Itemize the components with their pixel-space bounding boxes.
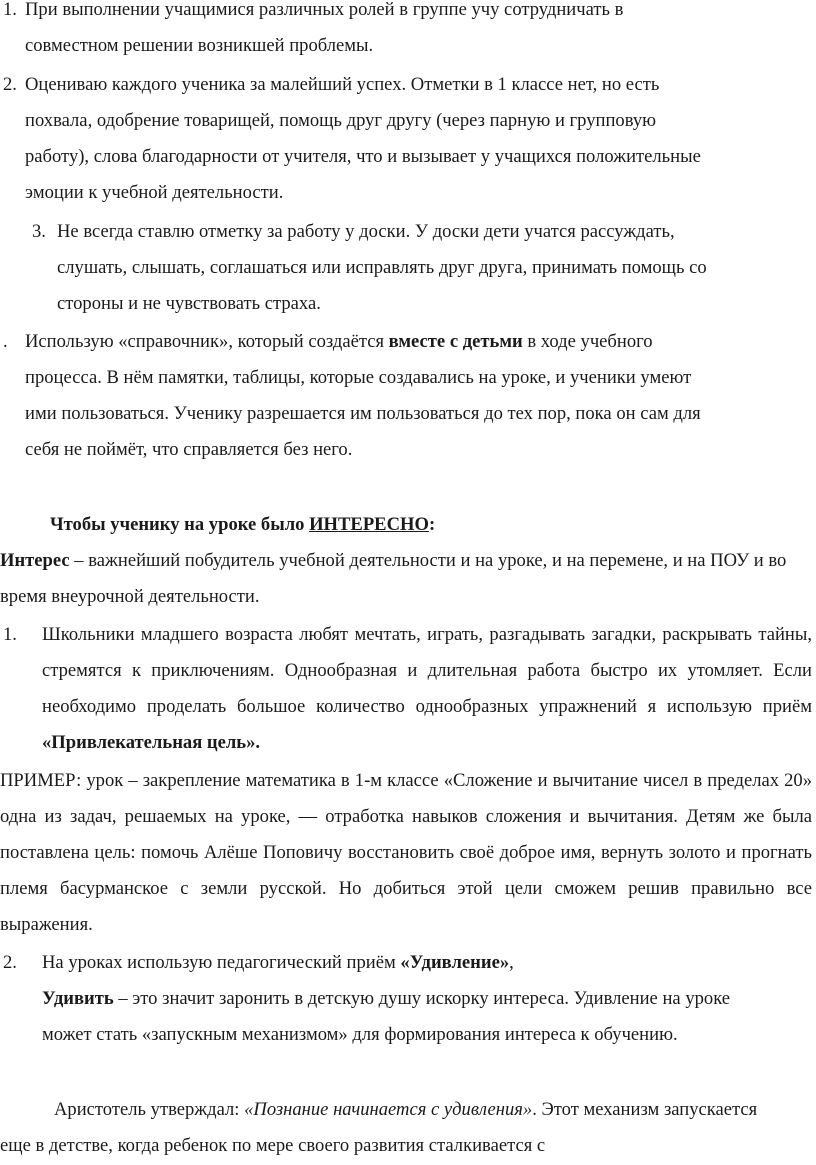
- list-item-1: [0, 0, 816, 64]
- list-item-2: [0, 67, 816, 211]
- text-line: Оцениваю каждого ученика за малейший успех. Отметки в 1 классе нет, но есть: [25, 74, 660, 95]
- bold-phrase: «Удивление»: [400, 952, 510, 973]
- text-line: [0, 324, 816, 360]
- term-bold: Удивить: [42, 988, 114, 1009]
- text-line: эмоции к учебной деятельности.: [25, 182, 284, 203]
- aristotle-paragraph: [0, 1092, 780, 1164]
- list-number: 1.: [3, 624, 17, 645]
- list-number: 1.: [3, 0, 17, 20]
- list-item-3: [0, 214, 816, 322]
- example-text: ПРИМЕР: урок – закрепление математика в 1-м классе «Сложение и вычитание чисел в пределах 20» одна из задач, решаемых на уроке, — отработка навыков сложения и вычитания. Детям же была поставлена цель: помочь Алёше Поповичу восстановить своё доброе имя, вернуть золото и прогнать племя басурманское с земли русской. Но добиться этой цели сможем решив правильно все выражения.: [0, 770, 812, 935]
- text-line: совместном решении возникшей проблемы.: [25, 35, 374, 56]
- text-run: ,: [509, 952, 514, 973]
- text-line: стороны и не чувствовать страха.: [57, 293, 321, 314]
- heading-text: Чтобы ученику на уроке было: [50, 514, 310, 535]
- text-run: На уроках использую педагогический приём: [42, 952, 401, 973]
- text-line: При выполнении учащимися различных ролей в группе учу сотрудничать в: [25, 0, 624, 20]
- section-heading: [50, 507, 810, 543]
- text-line: слушать, слышать, соглашаться или исправлять друг друга, принимать помощь со: [57, 257, 707, 278]
- list-number: .: [3, 331, 8, 352]
- interest-paragraph: [0, 543, 808, 615]
- text-run: Использую «справочник», который создаётся: [25, 331, 389, 352]
- text-run: в ходе учебного: [522, 331, 653, 352]
- definition-text: – это значит заронить в детскую душу искорку интереса. Удивление на уроке может стать «запускным механизмом» для формирования интереса к обучению.: [42, 988, 731, 1045]
- quote-italic: «Познание начинается с удивления»: [244, 1099, 533, 1120]
- text-line: Не всегда ставлю отметку за работу у доски. У доски дети учатся рассуждать,: [57, 221, 675, 242]
- bold-phrase: вместе с детьми: [388, 331, 523, 352]
- point-1: [0, 617, 816, 761]
- text-line: ими пользоваться. Ученику разрешается им пользоваться до тех пор, пока он сам для: [25, 403, 701, 424]
- point-2-text: [42, 945, 782, 1053]
- term-bold: Интерес: [0, 550, 70, 571]
- text-line: себя не поймёт, что справляется без него.: [25, 439, 353, 460]
- list-number: 2.: [3, 74, 17, 95]
- bold-phrase: «Привлекательная цель».: [42, 732, 261, 753]
- point-1-text: [42, 617, 812, 761]
- definition-text: – важнейший побудитель учебной деятельности и на уроке, и на перемене, и на ПОУ и во время внеурочной деятельности.: [0, 550, 787, 607]
- text-line: работу), слова благодарности от учителя, что и вызывает у учащихся положительные: [25, 146, 701, 167]
- list-number: 3.: [32, 221, 46, 242]
- heading-underlined: ИНТЕРЕСНО: [309, 514, 429, 535]
- point-2: [0, 945, 816, 1053]
- text-run: Аристотель утверждал:: [54, 1099, 245, 1120]
- text-line: процесса. В нём памятки, таблицы, которые создавались на уроке, и ученики умеют: [25, 367, 692, 388]
- text-line: похвала, одобрение товарищей, помощь друг другу (через парную и групповую: [25, 110, 657, 131]
- text-run: Школьники младшего возраста любят мечтать, играть, разгадывать загадки, раскрывать тайны, стремятся к приключениям. Однообразная и длительная работа быстро их утомляет. Если необходимо проделать большое количество однообразных упражнений я использую приём: [42, 624, 812, 717]
- text-run: . Этот механизм запускается еще в детстве, когда ребенок по мере своего развития сталкивается с: [0, 1099, 758, 1156]
- heading-text: :: [428, 514, 436, 535]
- example-paragraph: [0, 763, 812, 943]
- list-number: 2.: [3, 952, 17, 973]
- list-item-4: [0, 324, 816, 468]
